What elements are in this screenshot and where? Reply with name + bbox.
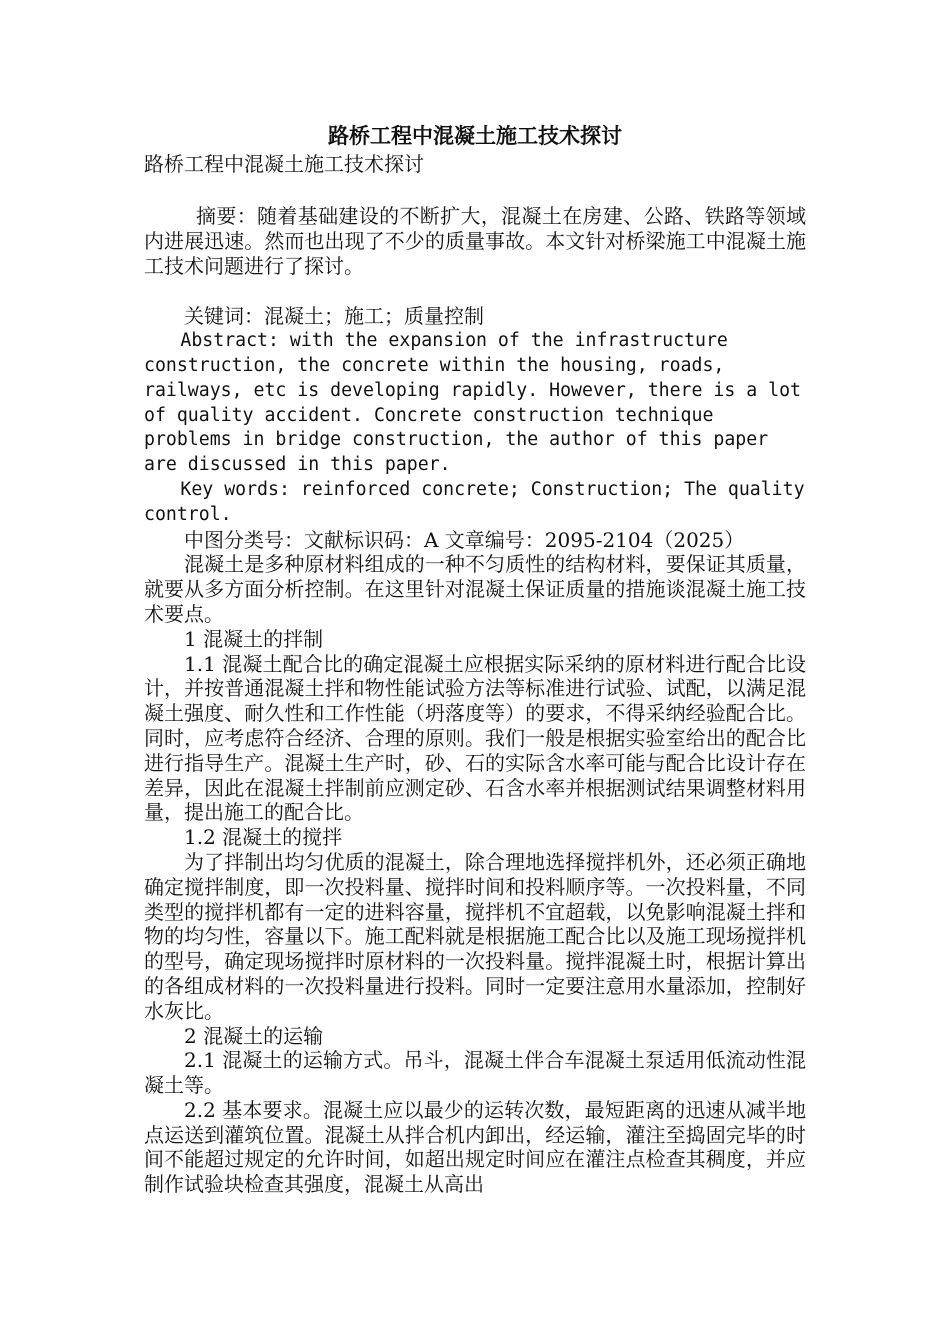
document-subtitle: 路桥工程中混凝土施工技术探讨 xyxy=(144,152,424,176)
section-2-2-paragraph: 2.2 基本要求。混凝土应以最少的运转次数，最短距离的迅速从减半地点运送到灌筑位置。混凝土从拌合机内卸出，经运输，灌注至捣固完毕的时间不能超过规定的允许时间，如超出规定时间应在灌注点检查其稠度，并应制作试验块检查其强度，混凝土从高出 xyxy=(144,1097,806,1197)
section-1-1-paragraph: 1.1 混凝土配合比的确定混凝土应根据实际采纳的原材料进行配合比设计，并按普通混凝土拌和物性能试验方法等标准进行试验、试配，以满足混凝土强度、耐久性和工作性能（坍落度等）的要求，不得采纳经验配合比。同时，应考虑符合经济、合理的原则。我们一般是根据实验室给出的配合比进行指导生产。混凝土生产时，砂、石的实际含水率可能与配合比设计存在差异，因此在混凝土拌制前应测定砂、石含水率并根据测试结果调整材料用量，提出施工的配合比。 xyxy=(144,651,806,825)
classification-line: 中图分类号：文献标识码：A 文章编号：2095-2104（2025） xyxy=(184,527,745,552)
keywords-chinese: 关键词：混凝土；施工；质量控制 xyxy=(184,304,484,329)
abstract-chinese: 摘要：随着基础建设的不断扩大，混凝土在房建、公路、铁路等领域内进展迅速。然而也出现了不少的质量事故。本文针对桥梁施工中混凝土施工技术问题进行了探讨。 xyxy=(144,204,806,278)
abstract-english: Abstract: with the expansion of the infrastructure construction, the concrete within the housing, roads, railways, etc is developing rapidly. However, there is a lot of quality accident. Concrete construction technique problems in bridge construction, the author of this paper are discussed in this paper. xyxy=(144,330,801,476)
intro-paragraph: 混凝土是多种原材料组成的一种不匀质性的结构材料，要保证其质量，就要从多方面分析控制。在这里针对混凝土保证质量的措施谈混凝土施工技术要点。 xyxy=(144,552,806,626)
section-heading-2: 2 混凝土的运输 xyxy=(184,1023,324,1048)
section-2-1-paragraph: 2.1 混凝土的运输方式。吊斗，混凝土伴合车混凝土泵适用低流动性混凝土等。 xyxy=(144,1048,806,1098)
section-1-2-paragraph: 为了拌制出均匀优质的混凝土，除合理地选择搅拌机外，还必须正确地确定搅拌制度，即一次投料量、搅拌时间和投料顺序等。一次投料量，不同类型的搅拌机都有一定的进料容量，搅拌机不宜超载，以免影响混凝土拌和物的均匀性，容量以下。施工配料就是根据施工配合比以及施工现场搅拌机的型号，确定现场搅拌时原材料的一次投料量。搅拌混凝土时，根据计算出的各组成材料的一次投料量进行投料。同时一定要注意用水量添加，控制好水灰比。 xyxy=(144,849,806,1023)
document-page xyxy=(144,122,806,1197)
keywords-english: Key words: reinforced concrete; Construction; The quality control. xyxy=(144,478,805,525)
section-heading-1-2: 1.2 混凝土的搅拌 xyxy=(184,825,343,850)
section-heading-1: 1 混凝土的拌制 xyxy=(184,626,324,651)
document-title: 路桥工程中混凝土施工技术探讨 xyxy=(328,123,622,148)
